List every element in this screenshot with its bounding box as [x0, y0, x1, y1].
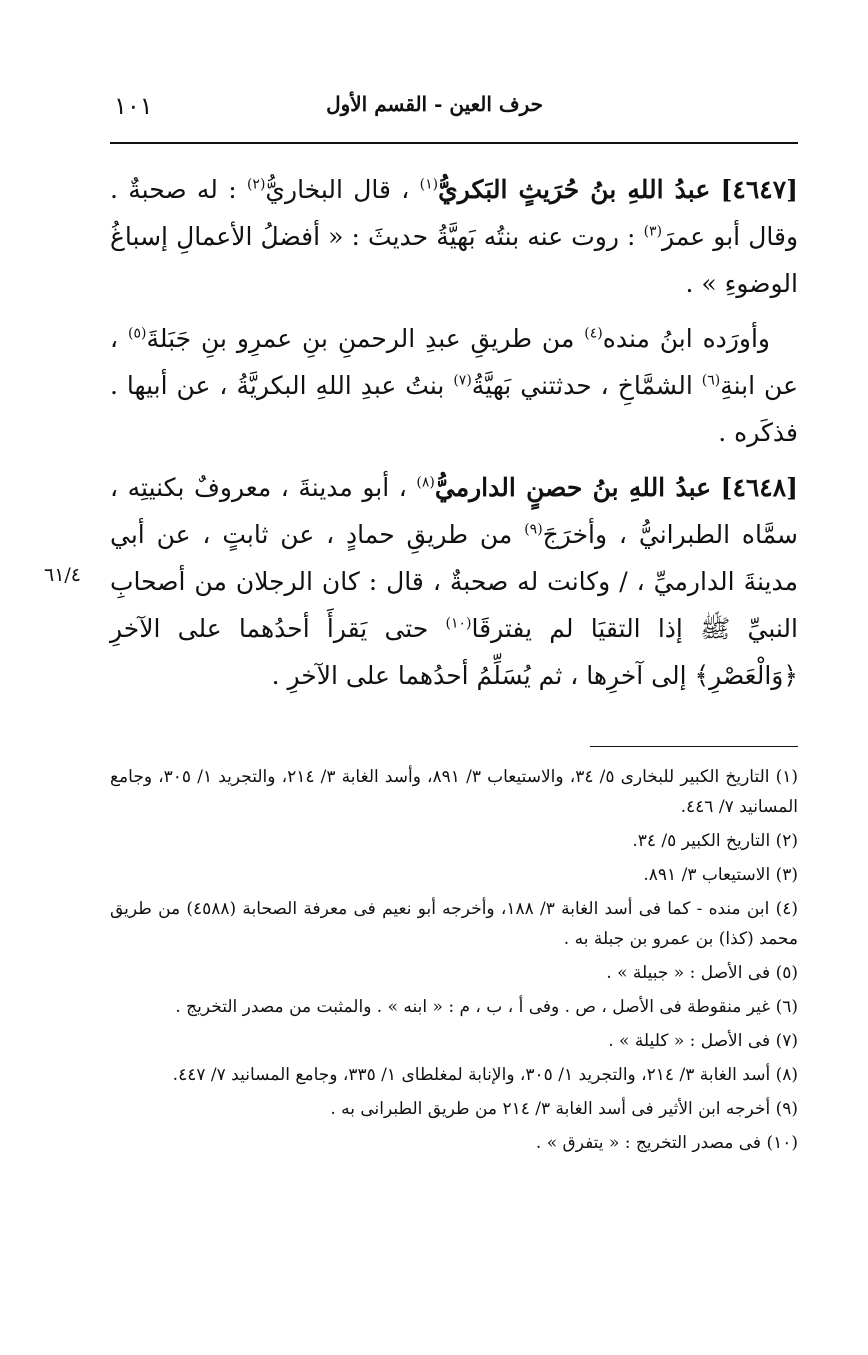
- entry-text: : روت عنه بنتُه بَهيَّةُ حديثَ : « أفضلُ الأعمالِ إسباغُ الوضوءِ » .: [110, 222, 798, 298]
- footnote-2: (٢) التاريخ الكبير ٥/ ٣٤.: [632, 831, 798, 851]
- entry-text: ، عن ابنةِ: [110, 324, 798, 400]
- footnote-3: (٣) الاستيعاب ٣/ ٨٩١.: [643, 865, 798, 885]
- main-text: [110, 166, 798, 707]
- entry-text: حتى يَقرأَ أحدُهما على الآخرِ ﴿وَالْعَصْرِ﴾ إلى آخرِها ، ثم يُسَلِّمُ أحدُهما على الآخرِ .: [110, 614, 798, 690]
- footnote-10: (١٠) فى مصدر التخريج : « يتفرق » .: [535, 1133, 798, 1153]
- footnote-ref: (٤): [584, 325, 603, 342]
- footnote-rule: [590, 746, 798, 747]
- entry-text: من طريقِ عبدِ الرحمنِ بنِ عمرِو بنِ جَبَلةَ: [146, 324, 575, 353]
- footnote-4: (٤) ابن منده - كما فى أسد الغابة ٣/ ١٨٨، وأخرجه أبو نعيم فى معرفة الصحابة (٤٥٨٨) من طريق محمد (كذا) بن عمرو بن جبلة به .: [110, 899, 798, 949]
- footnote-ref: (١): [419, 176, 439, 193]
- footnote-ref: (٢): [246, 176, 266, 193]
- entry-text: وأورَده ابنُ منده: [602, 324, 770, 353]
- footnote-7: (٧) فى الأصل : « كليلة » .: [608, 1031, 798, 1051]
- entry-name: عبدُ اللهِ بنُ حصنٍ الدارميُّ: [434, 473, 712, 502]
- footnote-ref: (٨): [416, 474, 435, 491]
- margin-reference: ٦١/٤: [44, 564, 82, 586]
- entry-text: من طريقِ حمادٍ ، عن ثابتٍ ، عن أبي مدينةَ الدارميِّ ، / وكانت له صحبةٌ ، قال : كان الرجلان من أصحابِ النبيِّ ﷺ إذا التقيَا لم يفترقَا: [110, 520, 798, 643]
- running-title: حرف العين - القسم الأول: [326, 92, 543, 116]
- footnote-6: (٦) غير منقوطة فى الأصل ، ص . وفى أ ، ب ، م : « ابنه » . والمثبت من مصدر التخريج .: [175, 997, 798, 1017]
- footnote-ref: (٣): [643, 223, 663, 240]
- footnote-1: (١) التاريخ الكبير للبخارى ٥/ ٣٤، والاستيعاب ٣/ ٨٩١، وأسد الغابة ٣/ ٢١٤، والتجريد ١/ ٣٠٥، وجامع المسانيد ٧/ ٤٤٦.: [110, 767, 799, 817]
- page-header: [110, 92, 798, 124]
- entry-text: : له صحبةٌ . وقال أبو عمرَ: [110, 175, 799, 251]
- paragraph-2: [110, 315, 798, 456]
- footnote-ref: (٧): [453, 372, 472, 389]
- entry-number: [٤٦٤٨]: [720, 473, 798, 502]
- entry-4648: [110, 464, 798, 699]
- header-rule: [110, 142, 798, 144]
- footnote-ref: (٩): [524, 521, 543, 538]
- entry-text: ، أبو مدينةَ ، معروفٌ بكنيتِه ، سمَّاه الطبرانيُّ ، وأخرَجَ: [110, 473, 798, 549]
- entry-number: [٤٦٤٧]: [720, 175, 798, 204]
- entry-4647: [110, 166, 798, 307]
- footnote-9: (٩) أخرجه ابن الأثير فى أسد الغابة ٣/ ٢١٤ من طريق الطبرانى به .: [330, 1099, 798, 1119]
- entry-text: بنتُ عبدِ اللهِ البكريَّةُ ، عن أبيها . فذكَره .: [110, 371, 798, 447]
- footnote-5: (٥) فى الأصل : « جبيلة » .: [606, 963, 798, 983]
- entry-text: ، قال البخاريُّ: [265, 175, 410, 204]
- footnote-ref: (٦): [701, 372, 721, 389]
- footnote-ref: (١٠): [445, 615, 472, 632]
- footnote-ref: (٥): [127, 325, 147, 342]
- entry-name: عبدُ اللهِ بنُ حُرَيثٍ البَكريُّ: [438, 175, 711, 204]
- footnotes: [110, 762, 798, 1162]
- entry-text: الشمَّاخِ ، حدثتني بَهيَّةُ: [471, 371, 693, 400]
- page-number: ١٠١: [114, 92, 153, 120]
- footnote-8: (٨) أسد الغابة ٣/ ٢١٤، والتجريد ١/ ٣٠٥، والإنابة لمغلطاى ١/ ٣٣٥، وجامع المسانيد ٧/ ٤٤٧.: [172, 1065, 798, 1085]
